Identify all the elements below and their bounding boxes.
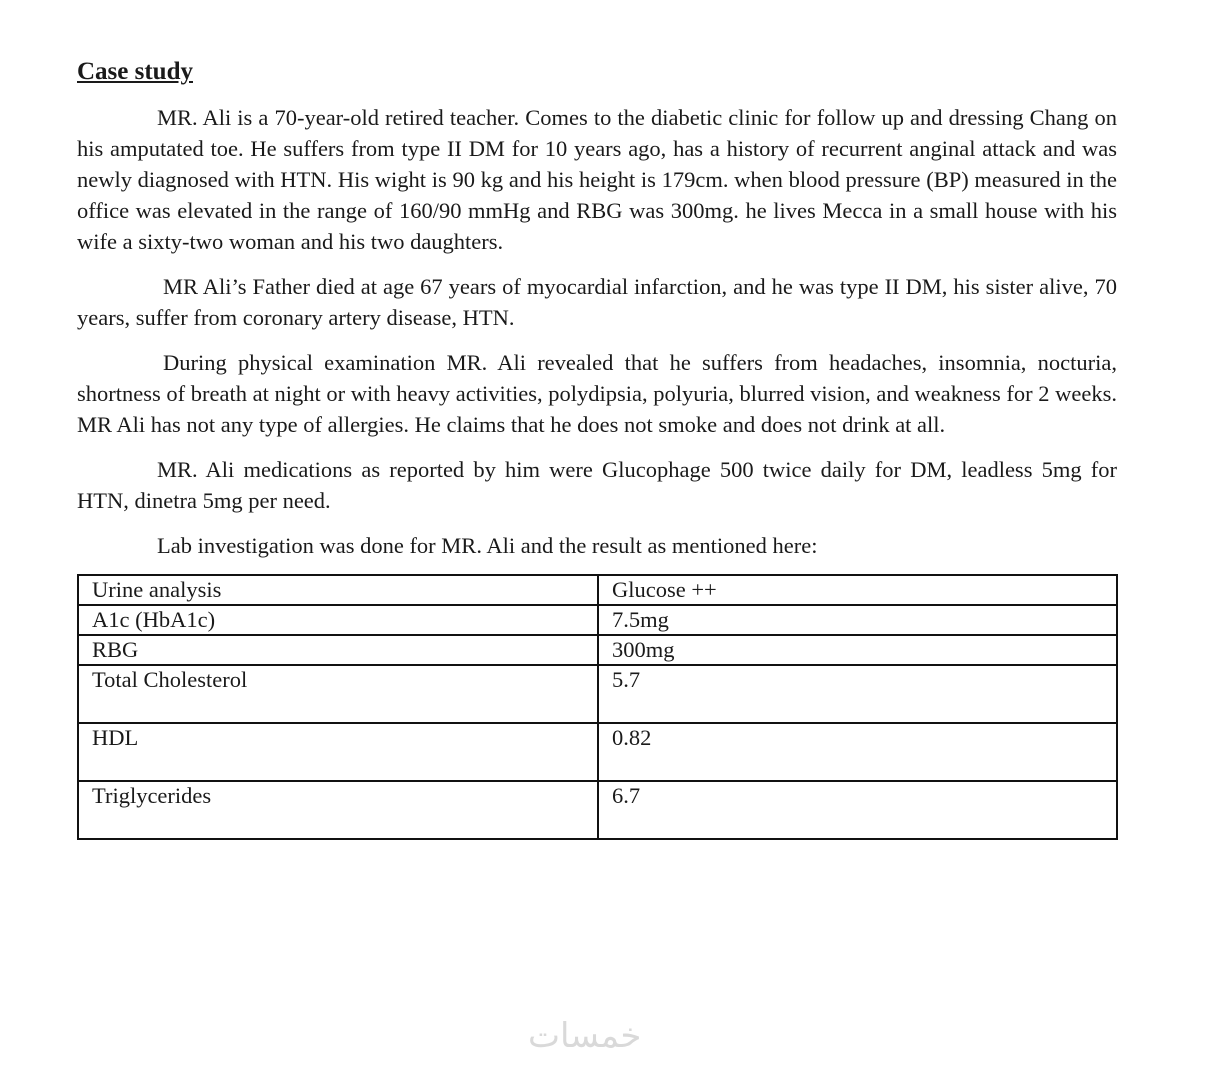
lab-test-name: Urine analysis [78,575,598,605]
lab-results-table [77,574,1118,840]
lab-test-name: A1c (HbA1c) [78,605,598,635]
lab-test-name: HDL [78,723,598,781]
lab-test-result: 300mg [598,635,1117,665]
lab-test-name: Triglycerides [78,781,598,839]
paragraph-patient-history: MR. Ali is a 70-year-old retired teacher. Comes to the diabetic clinic for follow up and dressing Chang on his amputated toe. He suffers from type II DM for 10 years ago, has a history of recurrent anginal attack and was newly diagnosed with HTN. His wight is 90 kg and his height is 179cm. when blood pressure (BP) measured in the office was elevated in the range of 160/90 mmHg and RBG was 300mg. he lives Mecca in a small house with his wife a sixty-two woman and his two daughters. [77,105,1117,254]
table-row [78,605,1117,635]
lab-test-result: Glucose ++ [598,575,1117,605]
lab-test-result: 0.82 [598,723,1117,781]
lab-test-name: Total Cholesterol [78,665,598,723]
table-row [78,635,1117,665]
document-title: Case study [77,58,193,85]
paragraph-physical-exam: During physical examination MR. Ali revealed that he suffers from headaches, insomnia, nocturia, shortness of breath at night or with heavy activities, polydipsia, polyuria, blurred vision, and weakness for 2 weeks. MR Ali has not any type of allergies. He claims that he does not smoke and does not drink at all. [77,350,1117,437]
watermark-logo: خمسات [528,1016,642,1056]
document-page [77,56,1117,840]
lab-test-name: RBG [78,635,598,665]
table-row [78,781,1117,839]
table-row [78,575,1117,605]
table-row [78,723,1117,781]
lab-test-result: 5.7 [598,665,1117,723]
lab-intro: Lab investigation was done for MR. Ali and the result as mentioned here: [157,533,818,558]
lab-test-result: 6.7 [598,781,1117,839]
table-row [78,665,1117,723]
paragraph-medications: MR. Ali medications as reported by him were Glucophage 500 twice daily for DM, leadless 5mg for HTN, dinetra 5mg per need. [77,457,1117,513]
lab-test-result: 7.5mg [598,605,1117,635]
paragraph-family-history: MR Ali’s Father died at age 67 years of myocardial infarction, and he was type II DM, his sister alive, 70 years, suffer from coronary artery disease, HTN. [77,274,1117,330]
